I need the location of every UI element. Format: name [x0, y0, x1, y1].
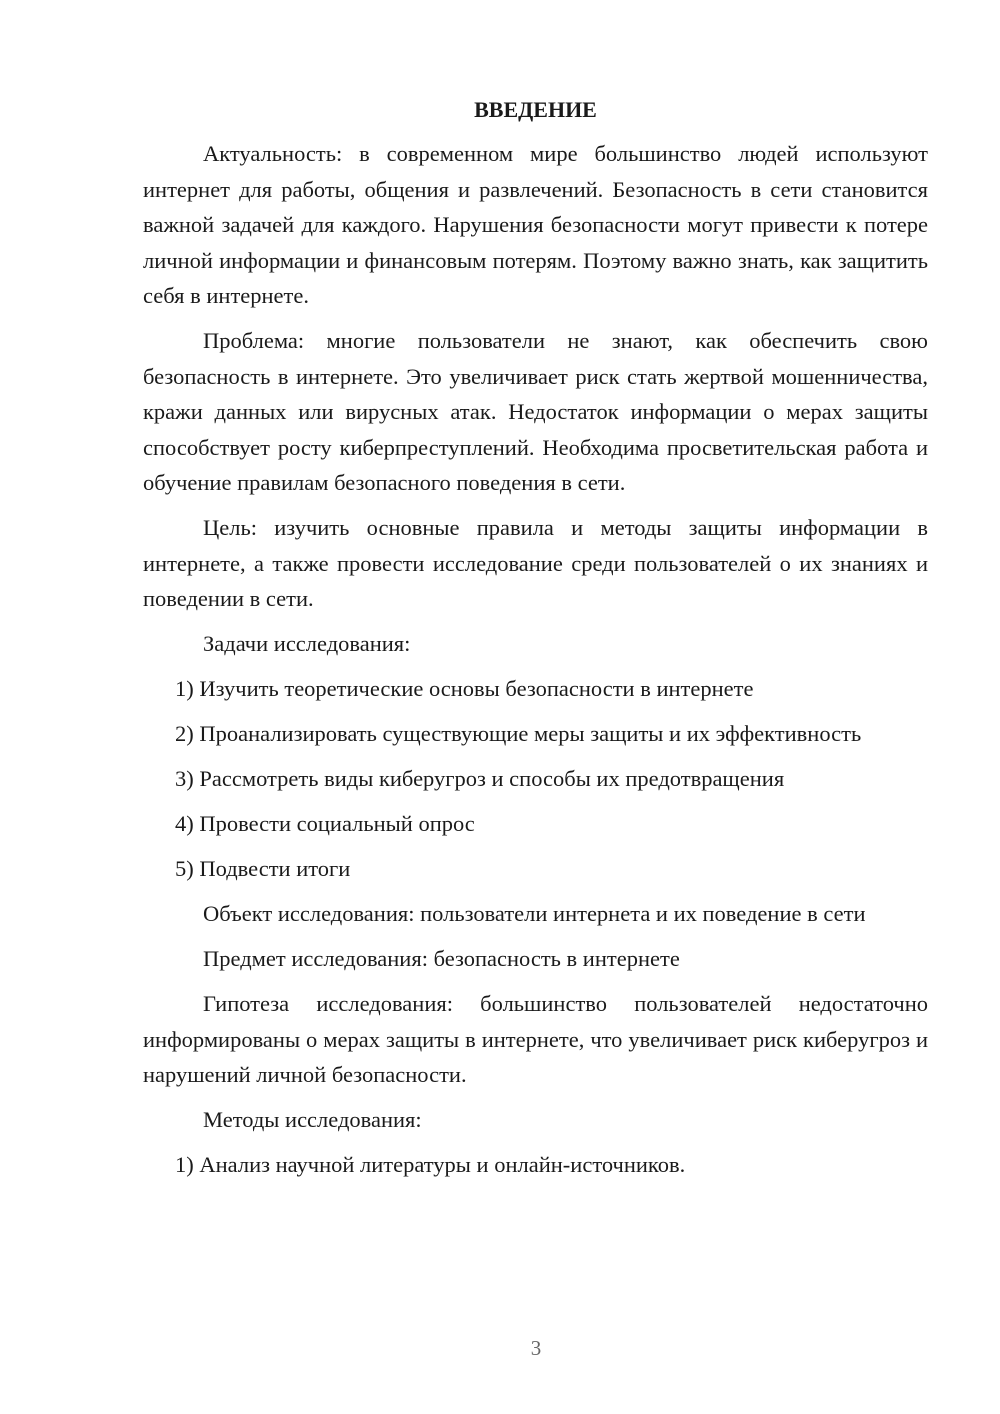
paragraph-subject: Предмет исследования: безопасность в интернете [203, 946, 680, 971]
methods-heading: Методы исследования: [203, 1107, 422, 1132]
page-number: 3 [530, 1336, 542, 1360]
tasks-list [143, 671, 928, 887]
task-item-4: 4) Провести социальный опрос [175, 811, 475, 836]
task-item-3: 3) Рассмотреть виды киберугроз и способы их предотвращения [175, 766, 785, 791]
methods-list [143, 1147, 928, 1183]
paragraph-relevance: Актуальность: в современном мире большинство людей используют интернет для работы, общения и развлечений. Безопасность в сети становится важной задачей для каждого. Нарушения безопасности могут привести к потере личной информации и финансовым потерям. Поэтому важно знать, как защитить себя в интернете. [143, 141, 928, 308]
task-item-5: 5) Подвести итоги [175, 856, 351, 881]
paragraph-object: Объект исследования: пользователи интернета и их поведение в сети [203, 901, 866, 926]
task-item-2: 2) Проанализировать существующие меры защиты и их эффективность [175, 721, 862, 746]
paragraph-hypothesis: Гипотеза исследования: большинство пользователей недостаточно информированы о мерах защиты в интернете, что увеличивает риск киберугроз и нарушений личной безопасности. [143, 991, 928, 1087]
method-item-1: 1) Анализ научной литературы и онлайн-источников. [175, 1152, 686, 1177]
paragraph-goal: Цель: изучить основные правила и методы защиты информации в интернете, а также провести исследование среди пользователей о их знаниях и поведении в сети. [143, 515, 928, 611]
tasks-heading: Задачи исследования: [203, 631, 411, 656]
paragraph-problem: Проблема: многие пользователи не знают, как обеспечить свою безопасность в интернете. Это увеличивает риск стать жертвой мошенничества, кражи данных или вирусных атак. Недостаток информации о мерах защиты способствует росту киберпреступлений. Необходима просветительская работа и обучение правилам безопасного поведения в сети. [143, 328, 928, 495]
task-item-1: 1) Изучить теоретические основы безопасности в интернете [175, 676, 754, 701]
page-title: ВВЕДЕНИЕ [474, 97, 597, 122]
document-page [143, 92, 928, 1192]
